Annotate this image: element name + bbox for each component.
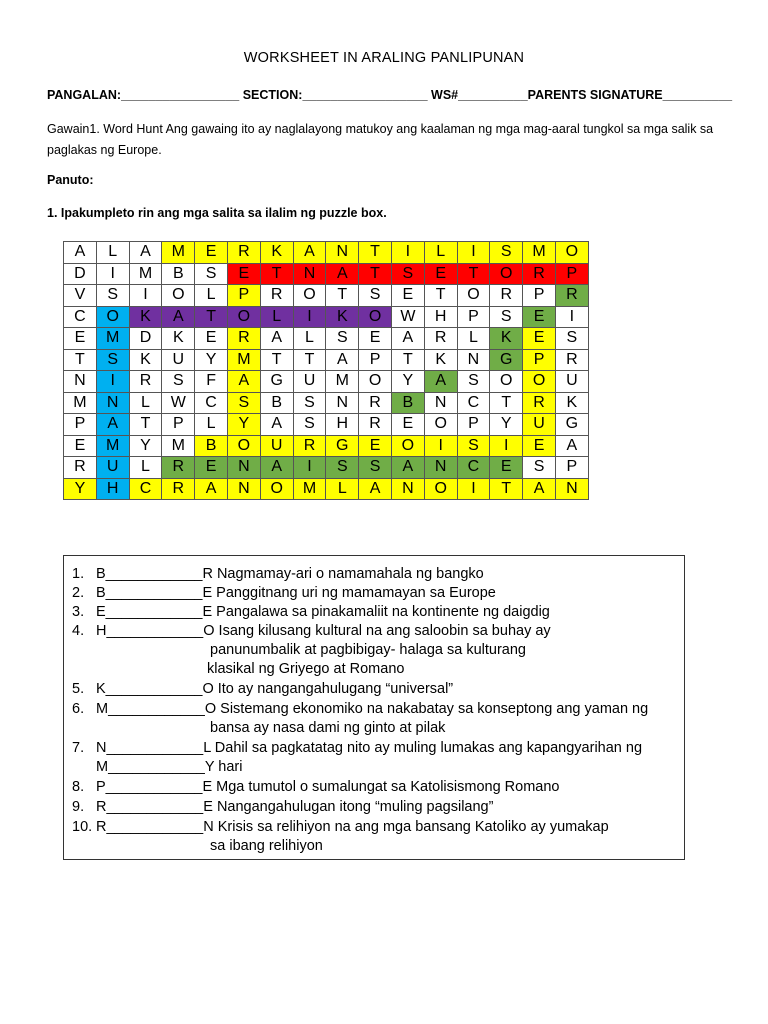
- puzzle-cell: I: [490, 435, 523, 457]
- question-text: N____________L Dahil sa pagkatatag nito ay muling lumakas ang kapangyarihan ng: [96, 740, 643, 756]
- puzzle-cell: I: [391, 242, 424, 264]
- puzzle-cell: O: [391, 435, 424, 457]
- puzzle-cell: L: [195, 285, 228, 307]
- puzzle-cell: S: [391, 263, 424, 285]
- question-7: [72, 739, 642, 757]
- puzzle-row: [64, 478, 589, 500]
- directions-heading: Panuto:: [47, 173, 94, 187]
- puzzle-cell: N: [555, 478, 588, 500]
- puzzle-row: [64, 263, 589, 285]
- puzzle-cell: C: [129, 478, 162, 500]
- puzzle-cell: T: [129, 414, 162, 436]
- puzzle-cell: K: [162, 328, 195, 350]
- puzzle-cell: S: [457, 435, 490, 457]
- puzzle-cell: A: [96, 414, 129, 436]
- puzzle-cell: O: [490, 371, 523, 393]
- question-5: [72, 680, 453, 698]
- puzzle-cell: L: [129, 457, 162, 479]
- puzzle-cell: O: [424, 414, 457, 436]
- puzzle-cell: G: [326, 435, 359, 457]
- puzzle-cell: A: [64, 242, 97, 264]
- question-9: [72, 798, 493, 816]
- puzzle-cell: I: [96, 263, 129, 285]
- puzzle-cell: A: [391, 328, 424, 350]
- puzzle-cell: E: [359, 328, 392, 350]
- puzzle-cell: S: [555, 328, 588, 350]
- puzzle-cell: L: [424, 242, 457, 264]
- question-4-continuation: klasikal ng Griyego at Romano: [207, 661, 405, 677]
- puzzle-cell: R: [129, 371, 162, 393]
- puzzle-cell: O: [523, 371, 556, 393]
- puzzle-cell: M: [162, 242, 195, 264]
- puzzle-cell: T: [457, 263, 490, 285]
- question-2: [72, 584, 496, 602]
- puzzle-cell: E: [391, 285, 424, 307]
- puzzle-cell: K: [129, 349, 162, 371]
- puzzle-row: [64, 457, 589, 479]
- puzzle-cell: K: [555, 392, 588, 414]
- puzzle-cell: T: [359, 242, 392, 264]
- puzzle-cell: U: [293, 371, 326, 393]
- question-6-continuation: bansa ay nasa dami ng ginto at pilak: [210, 720, 446, 736]
- puzzle-cell: K: [490, 328, 523, 350]
- puzzle-cell: A: [293, 242, 326, 264]
- questions-box: [63, 555, 685, 860]
- puzzle-cell: O: [293, 285, 326, 307]
- puzzle-cell: E: [424, 263, 457, 285]
- puzzle-cell: A: [260, 414, 293, 436]
- puzzle-cell: A: [195, 478, 228, 500]
- puzzle-cell: Y: [490, 414, 523, 436]
- question-text: R____________E Nangangahulugan itong “muling pagsilang”: [96, 799, 494, 815]
- question-4: [72, 622, 551, 640]
- puzzle-cell: E: [64, 328, 97, 350]
- puzzle-cell: A: [129, 242, 162, 264]
- puzzle-cell: D: [64, 263, 97, 285]
- instruction-1: 1. Ipakumpleto rin ang mga salita sa ilalim ng puzzle box.: [47, 206, 387, 220]
- puzzle-cell: L: [326, 478, 359, 500]
- puzzle-cell: S: [359, 457, 392, 479]
- puzzle-cell: A: [424, 371, 457, 393]
- puzzle-cell: P: [457, 414, 490, 436]
- puzzle-cell: T: [424, 285, 457, 307]
- puzzle-cell: M: [293, 478, 326, 500]
- puzzle-cell: T: [391, 349, 424, 371]
- puzzle-cell: A: [391, 457, 424, 479]
- question-7-continuation: M____________Y hari: [96, 759, 243, 775]
- puzzle-cell: S: [359, 285, 392, 307]
- puzzle-cell: F: [195, 371, 228, 393]
- puzzle-cell: S: [326, 328, 359, 350]
- puzzle-cell: H: [96, 478, 129, 500]
- puzzle-cell: M: [227, 349, 260, 371]
- puzzle-cell: S: [96, 285, 129, 307]
- puzzle-cell: A: [260, 457, 293, 479]
- question-number: 4.: [72, 623, 85, 639]
- puzzle-cell: O: [359, 371, 392, 393]
- question-number: 1.: [72, 566, 85, 582]
- puzzle-cell: B: [195, 435, 228, 457]
- puzzle-cell: I: [293, 457, 326, 479]
- puzzle-cell: P: [523, 285, 556, 307]
- puzzle-cell: R: [555, 285, 588, 307]
- puzzle-cell: L: [260, 306, 293, 328]
- puzzle-cell: N: [96, 392, 129, 414]
- puzzle-cell: O: [260, 478, 293, 500]
- puzzle-cell: E: [359, 435, 392, 457]
- puzzle-cell: N: [424, 457, 457, 479]
- question-3: [72, 603, 550, 621]
- question-text: K____________O Ito ay nangangahulugang “universal”: [96, 681, 454, 697]
- puzzle-cell: L: [96, 242, 129, 264]
- puzzle-cell: I: [555, 306, 588, 328]
- puzzle-cell: L: [293, 328, 326, 350]
- puzzle-cell: U: [260, 435, 293, 457]
- question-text: H____________O Isang kilusang kultural na ang saloobin sa buhay ay: [96, 623, 551, 639]
- puzzle-cell: S: [457, 371, 490, 393]
- puzzle-cell: K: [424, 349, 457, 371]
- puzzle-cell: R: [523, 392, 556, 414]
- puzzle-cell: T: [490, 478, 523, 500]
- puzzle-cell: R: [359, 414, 392, 436]
- puzzle-cell: Y: [129, 435, 162, 457]
- puzzle-cell: N: [326, 242, 359, 264]
- puzzle-cell: N: [227, 457, 260, 479]
- puzzle-cell: O: [227, 306, 260, 328]
- question-text: B____________E Panggitnang uri ng mamamayan sa Europe: [96, 585, 496, 601]
- puzzle-cell: A: [260, 328, 293, 350]
- puzzle-cell: T: [260, 263, 293, 285]
- puzzle-cell: S: [293, 414, 326, 436]
- puzzle-cell: V: [64, 285, 97, 307]
- puzzle-cell: A: [162, 306, 195, 328]
- puzzle-cell: C: [195, 392, 228, 414]
- activity-description: Gawain1. Word Hunt Ang gawaing ito ay naglalayong matukoy ang kaalaman ng mga mag-aaral tungkol sa mga salik sa paglakas ng Europe.: [47, 122, 714, 157]
- puzzle-cell: L: [457, 328, 490, 350]
- puzzle-cell: K: [129, 306, 162, 328]
- puzzle-cell: O: [227, 435, 260, 457]
- puzzle-cell: O: [490, 263, 523, 285]
- puzzle-cell: U: [523, 414, 556, 436]
- puzzle-row: [64, 392, 589, 414]
- puzzle-cell: U: [162, 349, 195, 371]
- puzzle-cell: S: [293, 392, 326, 414]
- question-number: 10.: [72, 819, 93, 835]
- puzzle-cell: B: [260, 392, 293, 414]
- puzzle-row: [64, 306, 589, 328]
- puzzle-cell: T: [293, 349, 326, 371]
- puzzle-cell: N: [64, 371, 97, 393]
- puzzle-cell: M: [129, 263, 162, 285]
- puzzle-cell: S: [490, 306, 523, 328]
- puzzle-cell: A: [555, 435, 588, 457]
- puzzle-cell: B: [391, 392, 424, 414]
- puzzle-row: [64, 435, 589, 457]
- puzzle-cell: G: [490, 349, 523, 371]
- puzzle-cell: I: [424, 435, 457, 457]
- puzzle-cell: C: [64, 306, 97, 328]
- puzzle-cell: R: [490, 285, 523, 307]
- puzzle-cell: H: [326, 414, 359, 436]
- puzzle-cell: T: [64, 349, 97, 371]
- puzzle-cell: H: [424, 306, 457, 328]
- puzzle-cell: G: [555, 414, 588, 436]
- puzzle-cell: T: [260, 349, 293, 371]
- puzzle-cell: S: [523, 457, 556, 479]
- puzzle-cell: S: [227, 392, 260, 414]
- puzzle-cell: T: [326, 285, 359, 307]
- puzzle-cell: A: [523, 478, 556, 500]
- puzzle-cell: C: [457, 392, 490, 414]
- puzzle-cell: R: [424, 328, 457, 350]
- question-text: R____________N Krisis sa relihiyon na ang mga bansang Katoliko ay yumakap: [96, 819, 609, 835]
- puzzle-cell: W: [162, 392, 195, 414]
- puzzle-cell: O: [96, 306, 129, 328]
- puzzle-cell: Y: [391, 371, 424, 393]
- puzzle-cell: E: [391, 414, 424, 436]
- puzzle-cell: M: [523, 242, 556, 264]
- puzzle-cell: E: [490, 457, 523, 479]
- puzzle-cell: P: [457, 306, 490, 328]
- puzzle-cell: S: [326, 457, 359, 479]
- puzzle-cell: N: [391, 478, 424, 500]
- word-hunt-puzzle: [63, 241, 589, 500]
- puzzle-cell: R: [64, 457, 97, 479]
- puzzle-cell: O: [457, 285, 490, 307]
- puzzle-cell: N: [227, 478, 260, 500]
- puzzle-cell: S: [195, 263, 228, 285]
- puzzle-cell: E: [195, 457, 228, 479]
- puzzle-cell: P: [555, 457, 588, 479]
- question-10-continuation: sa ibang relihiyon: [210, 838, 323, 854]
- puzzle-cell: U: [555, 371, 588, 393]
- puzzle-cell: T: [490, 392, 523, 414]
- puzzle-cell: E: [227, 263, 260, 285]
- puzzle-cell: O: [424, 478, 457, 500]
- question-number: 2.: [72, 585, 85, 601]
- puzzle-cell: M: [64, 392, 97, 414]
- puzzle-cell: E: [523, 435, 556, 457]
- question-10: [72, 818, 609, 836]
- puzzle-cell: L: [129, 392, 162, 414]
- question-1: [72, 565, 484, 583]
- puzzle-cell: P: [227, 285, 260, 307]
- puzzle-cell: M: [326, 371, 359, 393]
- puzzle-cell: I: [457, 242, 490, 264]
- puzzle-cell: R: [227, 328, 260, 350]
- question-number: 7.: [72, 740, 85, 756]
- puzzle-cell: R: [260, 285, 293, 307]
- puzzle-cell: N: [293, 263, 326, 285]
- puzzle-row: [64, 371, 589, 393]
- question-4-continuation: panunumbalik at pagbibigay- halaga sa kulturang: [210, 642, 526, 658]
- puzzle-cell: R: [293, 435, 326, 457]
- puzzle-cell: E: [195, 328, 228, 350]
- puzzle-cell: P: [555, 263, 588, 285]
- puzzle-cell: E: [523, 328, 556, 350]
- question-text: P____________E Mga tumutol o sumalungat sa Katolisismong Romano: [96, 779, 560, 795]
- puzzle-cell: R: [555, 349, 588, 371]
- puzzle-cell: R: [162, 478, 195, 500]
- puzzle-cell: N: [326, 392, 359, 414]
- puzzle-cell: U: [96, 457, 129, 479]
- puzzle-row: [64, 349, 589, 371]
- puzzle-cell: P: [162, 414, 195, 436]
- puzzle-cell: S: [162, 371, 195, 393]
- puzzle-cell: B: [162, 263, 195, 285]
- question-text: E____________E Pangalawa sa pinakamaliit na kontinente ng daigdig: [96, 604, 550, 620]
- puzzle-cell: W: [391, 306, 424, 328]
- puzzle-cell: C: [457, 457, 490, 479]
- puzzle-row: [64, 328, 589, 350]
- puzzle-cell: D: [129, 328, 162, 350]
- student-info-line: PANGALAN:_________________ SECTION:__________________ WS#__________PARENTS SIGNATURE__________: [47, 88, 733, 102]
- puzzle-cell: P: [64, 414, 97, 436]
- puzzle-cell: I: [457, 478, 490, 500]
- puzzle-cell: K: [326, 306, 359, 328]
- puzzle-cell: A: [326, 263, 359, 285]
- puzzle-cell: Y: [64, 478, 97, 500]
- puzzle-row: [64, 242, 589, 264]
- question-6: [72, 700, 648, 718]
- puzzle-cell: Y: [227, 414, 260, 436]
- puzzle-cell: S: [490, 242, 523, 264]
- puzzle-cell: N: [457, 349, 490, 371]
- question-8: [72, 778, 559, 796]
- puzzle-cell: E: [523, 306, 556, 328]
- puzzle-cell: N: [424, 392, 457, 414]
- puzzle-cell: E: [195, 242, 228, 264]
- puzzle-cell: M: [162, 435, 195, 457]
- puzzle-row: [64, 285, 589, 307]
- puzzle-cell: R: [359, 392, 392, 414]
- puzzle-cell: K: [260, 242, 293, 264]
- puzzle-cell: I: [129, 285, 162, 307]
- question-number: 8.: [72, 779, 85, 795]
- puzzle-cell: P: [359, 349, 392, 371]
- question-number: 6.: [72, 701, 85, 717]
- question-number: 5.: [72, 681, 85, 697]
- question-number: 9.: [72, 799, 85, 815]
- puzzle-row: [64, 414, 589, 436]
- puzzle-cell: L: [195, 414, 228, 436]
- puzzle-cell: T: [195, 306, 228, 328]
- puzzle-cell: O: [555, 242, 588, 264]
- question-text: B____________R Nagmamay-ari o namamahala ng bangko: [96, 566, 484, 582]
- puzzle-cell: O: [359, 306, 392, 328]
- puzzle-cell: I: [96, 371, 129, 393]
- puzzle-cell: M: [96, 328, 129, 350]
- puzzle-cell: A: [359, 478, 392, 500]
- puzzle-cell: I: [293, 306, 326, 328]
- question-number: 3.: [72, 604, 85, 620]
- question-text: M____________O Sistemang ekonomiko na nakabatay sa konseptong ang yaman ng: [96, 701, 649, 717]
- puzzle-cell: R: [523, 263, 556, 285]
- puzzle-cell: O: [162, 285, 195, 307]
- puzzle-cell: T: [359, 263, 392, 285]
- puzzle-cell: Y: [195, 349, 228, 371]
- puzzle-cell: R: [162, 457, 195, 479]
- puzzle-cell: M: [96, 435, 129, 457]
- puzzle-cell: A: [326, 349, 359, 371]
- puzzle-cell: P: [523, 349, 556, 371]
- puzzle-cell: S: [96, 349, 129, 371]
- puzzle-cell: R: [227, 242, 260, 264]
- puzzle-cell: E: [64, 435, 97, 457]
- puzzle-cell: A: [227, 371, 260, 393]
- puzzle-cell: G: [260, 371, 293, 393]
- worksheet-title: WORKSHEET IN ARALING PANLIPUNAN: [243, 50, 525, 66]
